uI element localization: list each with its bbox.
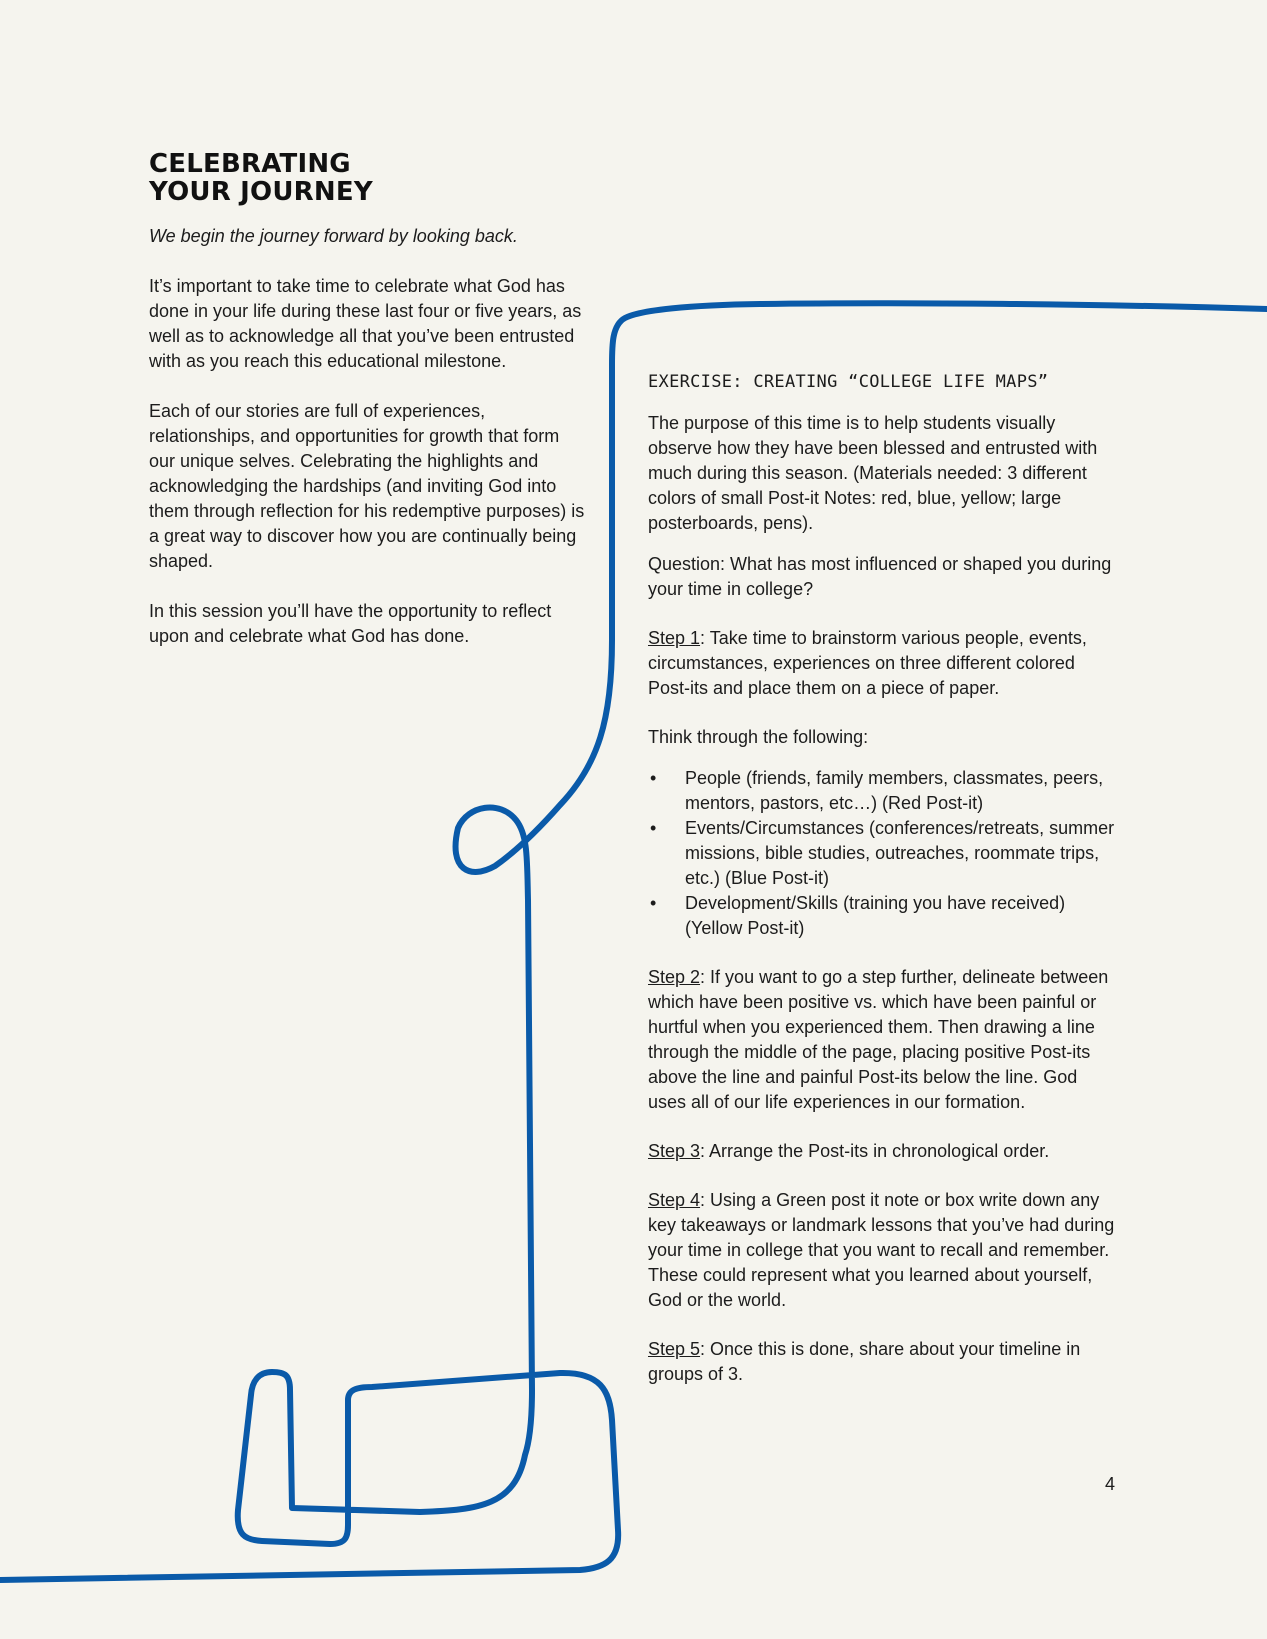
step-4-label: Step 4 xyxy=(648,1190,701,1210)
step-4 xyxy=(648,1188,1118,1313)
list-item-text: Events/Circumstances (conferences/retreats, summer missions, bible studies, outreaches, roommate trips, etc.) (Blue Post-it) xyxy=(685,818,1115,888)
step-3-label: Step 3 xyxy=(648,1141,701,1161)
exercise-purpose: The purpose of this time is to help students visually observe how they have been blessed and entrusted with much during this season. (Materials needed: 3 different colors of small Post-it Notes: red, blue, yellow; large posterboards, pens). xyxy=(648,413,1098,533)
step-1-text: : Take time to brainstorm various people, events, circumstances, experiences on three different colored Post-its and place them on a piece of paper. xyxy=(648,628,1087,698)
title-line-1: CELEBRATING xyxy=(149,149,351,179)
bullet-icon: • xyxy=(650,768,657,788)
step-3-text: : Arrange the Post-its in chronological order. xyxy=(700,1141,1050,1161)
list-item xyxy=(648,891,1118,941)
step-5-text: : Once this is done, share about your timeline in groups of 3. xyxy=(648,1339,1081,1384)
page-number: 4 xyxy=(1105,1474,1116,1494)
subtitle: We begin the journey forward by looking back. xyxy=(149,226,518,246)
exercise-heading: EXERCISE: CREATING “COLLEGE LIFE MAPS” xyxy=(648,372,1049,392)
exercise-question: Question: What has most influenced or shaped you during your time in college? xyxy=(648,554,1112,599)
page-title xyxy=(149,150,589,206)
intro-paragraph-1: It’s important to take time to celebrate what God has done in your life during these last four or five years, as well as to acknowledge all that you’ve been entrusted with as you reach this educational milestone. xyxy=(149,276,582,371)
step-5 xyxy=(648,1337,1118,1387)
list-item xyxy=(648,816,1118,891)
intro-paragraph-2: Each of our stories are full of experiences, relationships, and opportunities for growth that form our unique selves. Celebrating the highlights and acknowledging the hardships (and inviting God into them through reflection for his redemptive purposes) is a great way to discover how you are continually being shaped. xyxy=(149,401,585,571)
step-5-label: Step 5 xyxy=(648,1339,701,1359)
step-2-label: Step 2 xyxy=(648,967,701,987)
step-4-text: : Using a Green post it note or box write down any key takeaways or landmark lessons that you’ve had during your time in college that you want to recall and remember. These could represent what you learned about yourself, God or the world. xyxy=(648,1190,1115,1310)
list-item-text: People (friends, family members, classmates, peers, mentors, pastors, etc…) (Red Post-it) xyxy=(685,768,1104,813)
intro-paragraph-3: In this session you’ll have the opportunity to reflect upon and celebrate what God has done. xyxy=(149,601,552,646)
bullet-icon: • xyxy=(650,893,657,913)
title-line-2: YOUR JOURNEY xyxy=(149,177,373,207)
exercise-section xyxy=(648,370,1118,1403)
step-2-text: : If you want to go a step further, delineate between which have been positive vs. which have been painful or hurtful when you experienced them. Then drawing a line through the middle of the page, placing positive Post-its above the line and painful Post-its below the line. God uses all of our life experiences in our formation. xyxy=(648,967,1109,1112)
step-2 xyxy=(648,965,1118,1115)
influence-list xyxy=(648,766,1118,941)
intro-section xyxy=(149,150,589,649)
list-item xyxy=(648,766,1118,816)
step-3 xyxy=(648,1139,1118,1164)
list-item-text: Development/Skills (training you have received) (Yellow Post-it) xyxy=(685,893,1066,938)
bullet-icon: • xyxy=(650,818,657,838)
step-1 xyxy=(648,626,1118,701)
think-intro: Think through the following: xyxy=(648,727,869,747)
step-1-label: Step 1 xyxy=(648,628,701,648)
